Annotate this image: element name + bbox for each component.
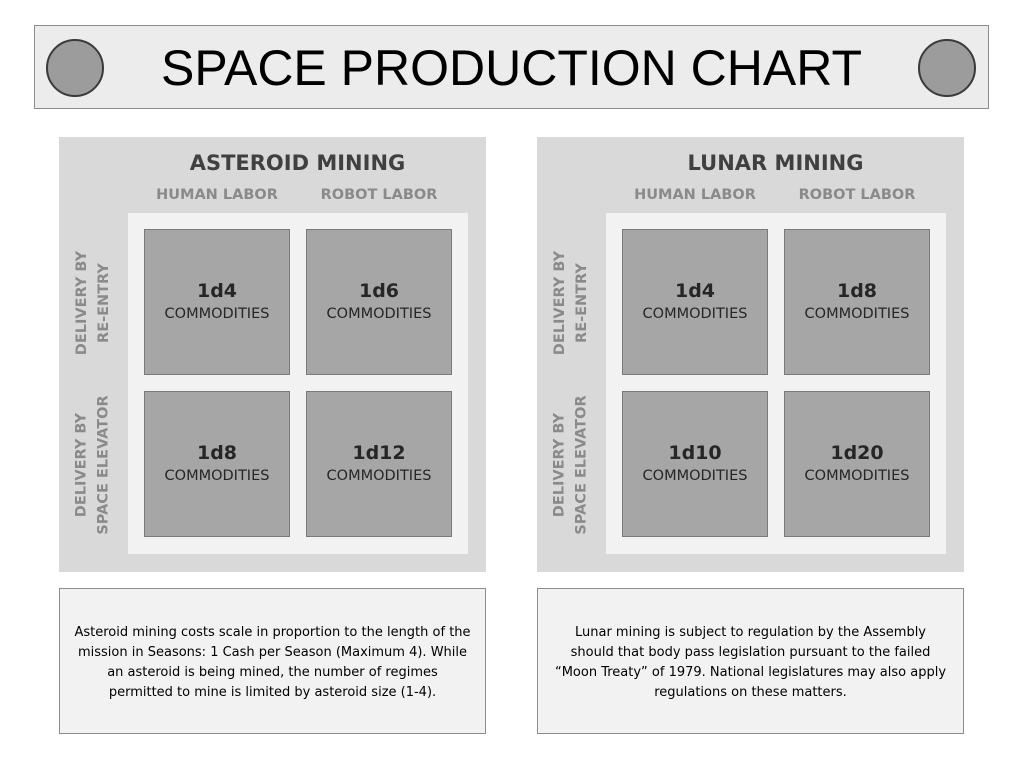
grid-cell — [622, 229, 768, 375]
unit-label: COMMODITIES — [804, 468, 910, 484]
row-header-line: DELIVERY BY — [552, 250, 569, 356]
column-header-human-labor: HUMAN LABOR — [156, 187, 278, 203]
grid-cell — [306, 391, 452, 537]
row-header-line: RE-ENTRY — [96, 263, 113, 343]
row-header-re-entry — [65, 230, 121, 376]
row-header-line: SPACE ELEVATOR — [96, 395, 113, 535]
circle-icon — [918, 39, 976, 97]
column-header-human-labor: HUMAN LABOR — [634, 187, 756, 203]
grid-area — [606, 213, 946, 554]
dice-value: 1d8 — [196, 442, 238, 464]
dice-value: 1d4 — [674, 280, 716, 302]
panel-title: ASTEROID MINING — [189, 151, 406, 175]
unit-label: COMMODITIES — [642, 468, 748, 484]
unit-label: COMMODITIES — [642, 306, 748, 322]
row-header-line: DELIVERY BY — [74, 412, 91, 518]
grid-cell — [622, 391, 768, 537]
row-header-line: SPACE ELEVATOR — [574, 395, 591, 535]
unit-label: COMMODITIES — [326, 468, 432, 484]
grid-cell — [144, 391, 290, 537]
row-header-space-elevator — [65, 392, 121, 538]
grid-cell — [306, 229, 452, 375]
grid-cell — [784, 229, 930, 375]
page-title: SPACE PRODUCTION CHART — [160, 40, 862, 96]
grid-cell — [144, 229, 290, 375]
dice-value: 1d12 — [352, 442, 406, 464]
dice-value: 1d10 — [668, 442, 722, 464]
row-header-re-entry — [543, 230, 599, 376]
asteroid-note: Asteroid mining costs scale in proportion to the length of the mission in Seasons: 1 Cash per Season (Maximum 4). While an asteroid is being mined, the number of regimes permitted to mine is limited by asteroid size (1-4). — [59, 588, 486, 734]
dice-value: 1d6 — [358, 280, 400, 302]
dice-value: 1d20 — [830, 442, 884, 464]
panel-title: LUNAR MINING — [687, 151, 864, 175]
unit-label: COMMODITIES — [164, 306, 270, 322]
lunar-mining-panel — [537, 137, 964, 572]
grid-cell — [784, 391, 930, 537]
row-header-space-elevator — [543, 392, 599, 538]
grid-area — [128, 213, 468, 554]
row-header-line: DELIVERY BY — [552, 412, 569, 518]
unit-label: COMMODITIES — [164, 468, 270, 484]
unit-label: COMMODITIES — [804, 306, 910, 322]
lunar-note: Lunar mining is subject to regulation by the Assembly should that body pass legislation pursuant to the failed “Moon Treaty” of 1979. National legislatures may also apply regulations on these matters. — [537, 588, 964, 734]
title-banner — [34, 25, 989, 109]
column-header-robot-labor: ROBOT LABOR — [798, 187, 916, 203]
column-header-robot-labor: ROBOT LABOR — [320, 187, 438, 203]
unit-label: COMMODITIES — [326, 306, 432, 322]
dice-value: 1d4 — [196, 280, 238, 302]
row-header-line: DELIVERY BY — [74, 250, 91, 356]
asteroid-mining-panel — [59, 137, 486, 572]
row-header-line: RE-ENTRY — [574, 263, 591, 343]
dice-value: 1d8 — [836, 280, 878, 302]
